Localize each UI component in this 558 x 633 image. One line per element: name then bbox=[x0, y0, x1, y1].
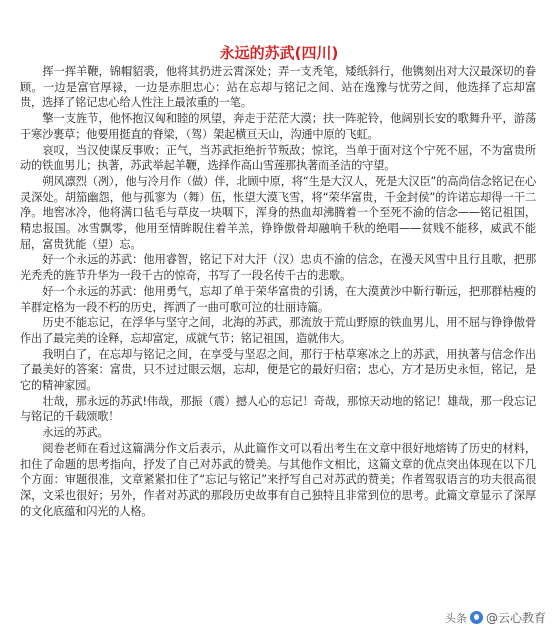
essay-title: 永远的苏武(四川) bbox=[219, 44, 339, 62]
essay-body bbox=[20, 64, 536, 519]
paragraph: 永远的苏武。 bbox=[42, 426, 109, 440]
watermark-source: 头条 bbox=[444, 611, 467, 625]
paragraph: 好一个永远的苏武：他用睿智，铭记下对大汗（汉）忠贞不渝的信念，在漫天风雪中且行且歌，把那光秃秃的旌节升华为一段千古的惊奇，书写了一段名传千古的悲歌。 bbox=[20, 253, 536, 283]
watermark bbox=[443, 608, 548, 627]
paragraph: 朔风凛烈（冽），他与冷月作（做）伴，北顾中原，将“生是大汉人，死是大汉臣”的高尚信念铭记在心灵深处。胡笳幽怨，他与孤寥为（舞）伍，怅望大漠飞雪，将“荣华富贵，千金封侯”的许诺忘却得一干二净。地窖冰冷，他将满口毡毛与草皮一块咽下，浑身的热血却沸腾着一个至死不渝的信念——铭记祖国，精忠报国。冰雪飘零，他用至情眸睨住着羊羔，铮铮傲骨却融响千秋的绝唱——贫贱不能移，威武不能屈，富贵犹能（望）忘。 bbox=[20, 174, 536, 251]
paragraph: 挥一挥羊鞭，锦帽貂裘，他将其扔进云霄深处；弄一支秃笔，矮纸斜行，他镌刻出对大汉最深切的眷顾。一边是富官厚禄，一边是赤胆忠心：站在忘却与铭记之间、站在逸豫与忧劳之间，他选择了忘却富贵，选择了铭记忠心给人性注上最浓重的一笔。 bbox=[20, 65, 536, 110]
author-avatar-icon bbox=[470, 611, 483, 624]
paragraph: 壮哉，那永远的苏武!伟哉，那振（震）撼人心的忘记！奇哉，那惊天动地的铭记！雄哉，那一段忘记与铭记的千载颂歌！ bbox=[20, 394, 536, 424]
teacher-comment: 阅卷老师在看过这篇满分作文后表示，从此篇作文可以看出考生在文章中很好地熔铸了历史的材料，扣住了命题的思考指向，抒发了自己对苏武的赞美。与其他作文相比，这篇文章的优点突出体现在以下几个方面：审题很准，文章紧紧扣住了“忘记与铭记”来抒写自己对苏武的赞美；作者驾驭语言的功夫很高很深，文采也很好；另外，作者对苏武的那段历史故事有自己独特且非常到位的思考。此篇文章显示了深厚的文化底蕴和闪光的人格。 bbox=[20, 441, 536, 518]
paragraph: 好一个永远的苏武：他用勇气，忘却了单于荣华富贵的引诱，在大漠黄沙中靳行靳远，把那群枯瘦的羊群定格为一段不朽的历史，挥洒了一曲可歌可泣的壮丽诗篇。 bbox=[20, 284, 536, 314]
paragraph: 历史不能忘记，在浮华与坚守之间，北海的苏武，那流放于荒山野原的铁血男儿，用不屈与铮铮傲骨作出了最完美的诠释，忘却富定，成就气节；铭记祖国，造就伟大。 bbox=[20, 316, 536, 345]
paragraph: 我明白了，在忘却与铭记之间，在享受与坚忍之间，那行于枯草寒冰之上的苏武，用执著与信念作出了最美好的答案：富贵，只不过过眼云烟，忘却，便是它的最好归宿；忠心，方才是历史永恒，铭记，是它的精神家园。 bbox=[20, 347, 536, 393]
paragraph: 哀叹，当汉使谋反事败；正气，当苏武拒绝折节叛敌；惊诧，当单于面对这个宁死不屈，不为富贵所动的铁血男儿；执著，苏武举起羊鞭，选择作高山雪莲那执著而圣洁的守望。 bbox=[20, 143, 536, 173]
paragraph: 擎一支旌节，他怀抱汉匈和睦的夙望，奔走于茫茫大漠；扶一阵驼铃，他阔别长安的歌舞升平，游荡于寒沙裹草；他要用挺直的脊梁，（驾）架起横亘天山，沟通中原的飞虹。 bbox=[20, 112, 536, 141]
watermark-author: @云心教育 bbox=[485, 611, 546, 625]
